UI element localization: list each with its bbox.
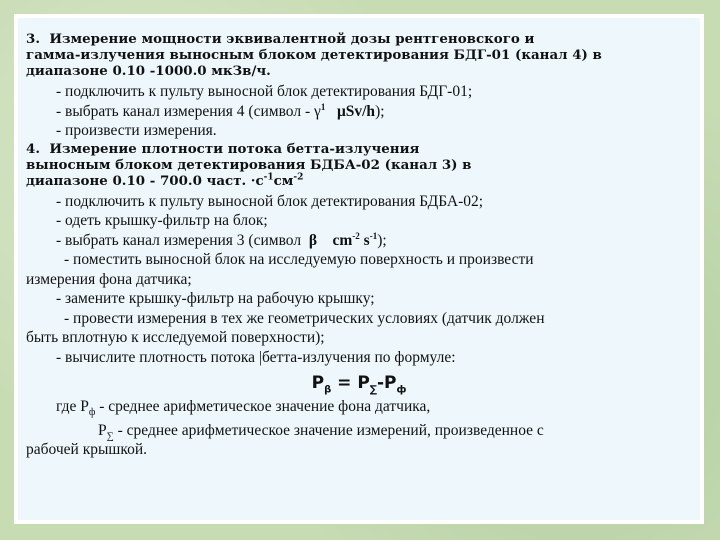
- formula-sum-line: $P_\sum$ - среднее арифметическое значение измерений, произведенное с: [98, 421, 544, 442]
- section-4-step-6: - провести измерения в тех же геометрических условиях (датчик должен: [64, 309, 545, 327]
- section-4-step-7: - вычислите плотность потока |бетта-излучения по формуле:: [56, 348, 456, 366]
- section-4-step-5: - замените крышку-фильтр на рабочую крышку;: [56, 290, 375, 307]
- section-4-title-line-3: диапазоне 0.10 - 700.0 част. $\cdot с^{-1}см^{-2}$: [26, 172, 304, 189]
- formula-sum-line-cont: рабочей крышкой.: [26, 441, 148, 458]
- section-3-title-line-2: гамма-излучения выносным блоком детектирования БДГ-01 (канал 4) в: [26, 47, 602, 63]
- section-3-step-3: - произвести измерения.: [56, 122, 217, 139]
- section-4-title-line-2: выносным блоком детектирования БДБА-02 (канал 3) в: [26, 156, 472, 173]
- section-4-step-2: - одеть крышку-фильтр на блок;: [56, 212, 268, 229]
- section-3-title-line-3: диапазоне 0.10 -1000.0 мкЗв/ч.: [26, 63, 271, 79]
- formula-where-line: где $P_ф$ - среднее арифметическое значение фона датчика,: [56, 398, 431, 419]
- slide-frame: [14, 14, 704, 524]
- formula: $P_\beta = P_\sum-P_ф$: [311, 373, 407, 396]
- section-4-step-6-cont: быть вплотную к исследуемой поверхности);: [26, 329, 325, 346]
- section-4-step-3: - выбрать канал измерения 3 (символ β $cm^{-2}$ $s^{-1}$);: [56, 230, 387, 249]
- section-3-step-2: - выбрать канал измерения 4 (символ - $\gamma^1$ μSv/h);: [56, 101, 385, 120]
- slide-content: [18, 18, 700, 520]
- section-3-title-line-1: 3. Измерение мощности эквивалентной дозы рентгеновского и: [26, 31, 535, 47]
- section-4-step-4-cont: измерения фона датчика;: [26, 270, 192, 288]
- section-3-step-1: - подключить к пульту выносной блок детектирования БДГ-01;: [56, 83, 473, 100]
- section-4-step-1: - подключить к пульту выносной блок детектирования БДБА-02;: [56, 192, 484, 210]
- section-4-title-line-1: 4. Измерение плотности потока бетта-излучения: [26, 140, 420, 157]
- section-4-step-4: - поместить выносной блок на исследуемую поверхность и произвести: [64, 251, 534, 268]
